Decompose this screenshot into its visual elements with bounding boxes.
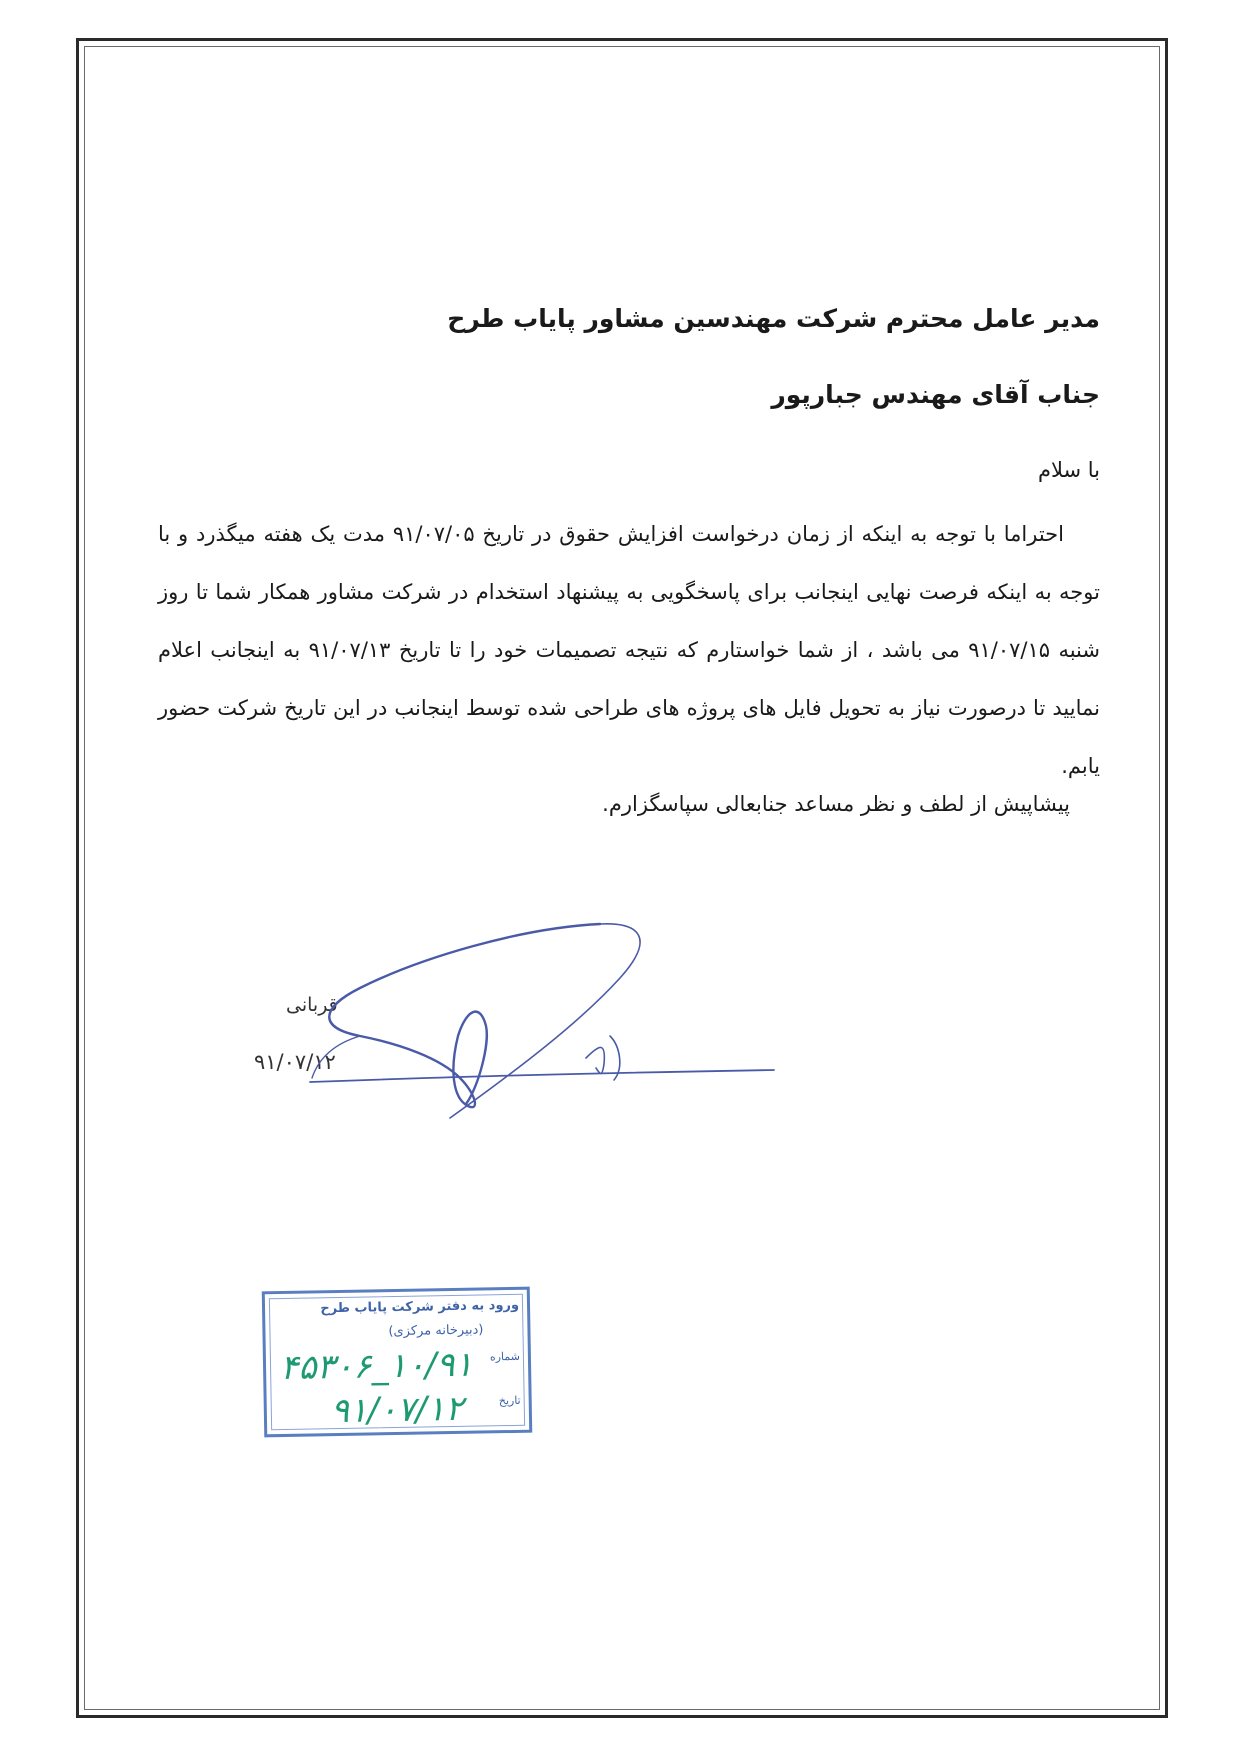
- recipient-name: جناب آقای مهندس جبارپور: [771, 380, 1100, 409]
- stamp-date: ۹۱/۰۷/۱۲: [330, 1388, 464, 1432]
- registration-stamp: [262, 1287, 533, 1438]
- handwritten-signature: [300, 918, 780, 1148]
- signature-sweep: [450, 924, 640, 1118]
- greeting: با سلام: [1037, 458, 1100, 482]
- closing-line: پیشاپیش از لطف و نظر مساعد جنابعالی سپاسگزارم.: [602, 792, 1070, 816]
- letter-body-paragraph: احتراما با توجه به اینکه از زمان درخواست افزایش حقوق در تاریخ ۹۱/۰۷/۰۵ مدت یک هفته میگذرد و با توجه به اینکه فرصت نهایی اینجانب برای پاسخگویی به پیشنهاد استخدام در شرکت مشاور همکار شما تا روز شنبه ۹۱/۰۷/۱۵ می باشد ، از شما خواستارم که نتیجه تصمیمات خود را تا تاریخ ۹۱/۰۷/۱۳ به اینجانب اعلام نمایید تا درصورت نیاز به تحویل فایل های پروژه های طراحی شده توسط اینجانب در این تاریخ شرکت حضور یابم.: [158, 522, 1100, 778]
- stamp-date-label: تاریخ: [498, 1393, 521, 1408]
- signature-date: ۹۱/۰۷/۱۲: [254, 1050, 336, 1074]
- signature-tail: [312, 1036, 360, 1078]
- signer-name: قربانی: [286, 994, 338, 1016]
- recipient-title: مدیر عامل محترم شرکت مهندسین مشاور پایاب طرح: [447, 304, 1100, 333]
- stamp-number: ۱۰/۹۱_۴۵۳۰۶: [279, 1344, 474, 1389]
- stamp-number-label: شماره: [489, 1349, 521, 1364]
- signature-underline: [310, 1070, 774, 1082]
- letter-body: [158, 505, 1100, 795]
- page-border: [76, 38, 1168, 1718]
- stamp-title: ورود به دفتر شرکت پایاب طرح: [320, 1297, 520, 1317]
- stamp-subtitle: (دبیرخانه مرکزی): [388, 1322, 484, 1340]
